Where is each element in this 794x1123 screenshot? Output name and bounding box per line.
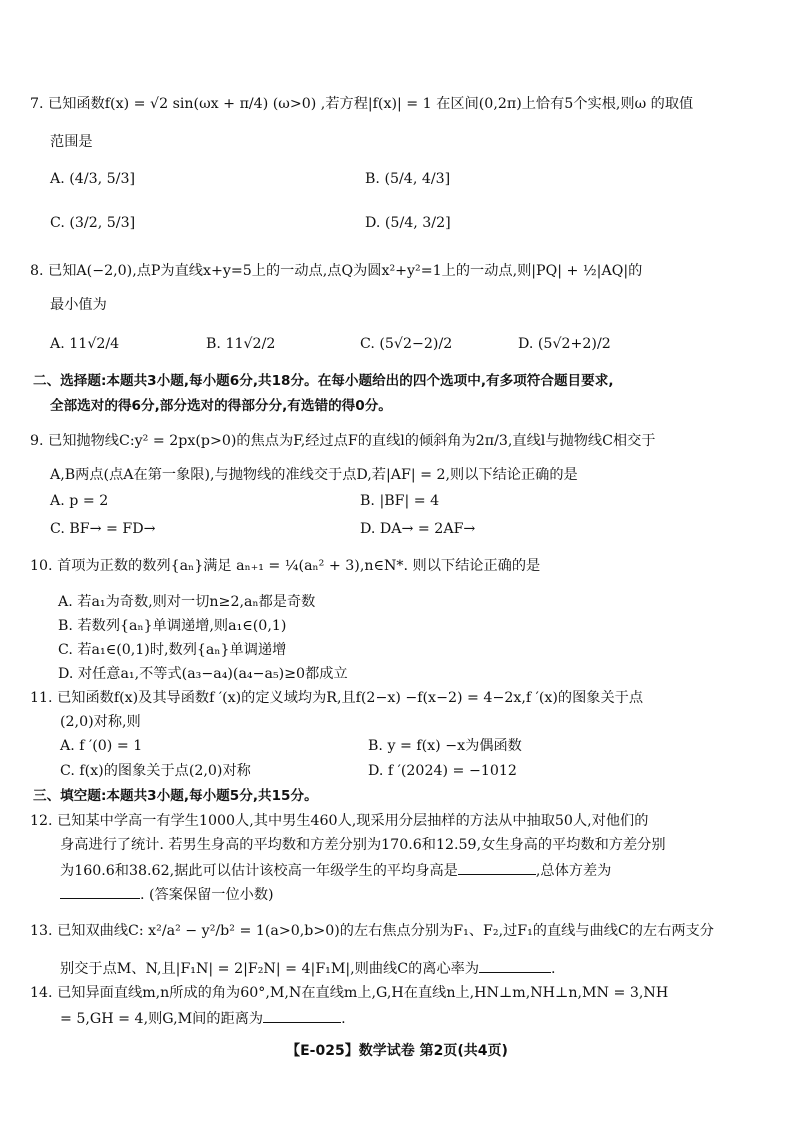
q8-stem: 8. 已知A(−2,0),点P为直线x+y=5上的一动点,点Q为圆x²+y²=1上的一动点,则|PQ| + ½|AQ|的 (30, 263, 643, 279)
q11-option-c: C. f(x)的图象关于点(2,0)对称 (60, 763, 251, 779)
q7-option-d: D. (5/4, 3/2] (365, 215, 451, 231)
q7-stem: 7. 已知函数f(x) = √2 sin(ωx + π/4) (ω>0) ,若方程|f(x)| = 1 在区间(0,2π)上恰有5个实根,则ω 的取值 (30, 96, 694, 112)
q10-option-b: B. 若数列{aₙ}单调递增,则a₁∈(0,1) (58, 618, 287, 634)
q9-option-b: B. |BF| = 4 (360, 493, 440, 509)
q14-line2-tail: . (341, 1011, 346, 1028)
q10-option-d: D. 对任意a₁,不等式(a₃−a₄)(a₄−a₅)≥0都成立 (58, 666, 348, 682)
q9-option-c: C. BF→ = FD→ (50, 521, 156, 537)
section-3-heading: 三、填空题:本题共3小题,每小题5分,共15分。 (33, 788, 318, 804)
q9-option-d: D. DA→ = 2AF→ (360, 521, 476, 537)
q12-line3 (60, 860, 611, 881)
q12-line3-tail: ,总体方差为 (535, 863, 612, 880)
q8-option-a: A. 11√2/4 (50, 336, 120, 352)
q8-option-b: B. 11√2/2 (206, 336, 276, 352)
section-2-heading-cont: 全部选对的得6分,部分选对的得部分分,有选错的得0分。 (50, 398, 392, 414)
q7-option-c: C. (3/2, 5/3] (50, 215, 136, 231)
q7-option-a: A. (4/3, 5/3] (50, 171, 136, 187)
q12-line3-text: 为160.6和38.62,据此可以估计该校高一年级学生的平均身高是 (60, 863, 458, 880)
section-2-heading: 二、选择题:本题共3小题,每小题6分,共18分。在每小题给出的四个选项中,有多项符合题目要求, (33, 373, 614, 389)
q12-line4 (60, 884, 274, 905)
q12-line4-text: . (答案保留一位小数) (140, 887, 274, 904)
page-footer: 【E-025】数学试卷 第2页(共4页) (286, 1043, 508, 1059)
q12-line1: 12. 已知某中学高一有学生1000人,其中男生460人,现采用分层抽样的方法从中抽取50人,对他们的 (30, 813, 649, 829)
q12-answer-blank-1[interactable] (458, 860, 536, 875)
q9-stem-cont: A,B两点(点A在第一象限),与抛物线的准线交于点D,若|AF| = 2,则以下结论正确的是 (50, 467, 578, 483)
q9-option-a: A. p = 2 (50, 493, 109, 509)
q14-line2 (60, 1008, 346, 1029)
q11-stem-cont: (2,0)对称,则 (60, 714, 141, 730)
q11-option-a: A. f ′(0) = 1 (60, 738, 143, 754)
q12-answer-blank-2[interactable] (60, 884, 140, 899)
q13-line2 (60, 958, 556, 979)
q12-line2: 身高进行了统计. 若男生身高的平均数和方差分别为170.6和12.59,女生身高的平均数和方差分别 (60, 837, 666, 853)
q13-line2-tail: . (551, 961, 556, 978)
q7-option-b: B. (5/4, 4/3] (365, 171, 451, 187)
q8-option-d: D. (5√2+2)/2 (518, 336, 611, 352)
q8-stem-cont: 最小值为 (50, 297, 107, 313)
q11-option-d: D. f ′(2024) = −1012 (368, 763, 517, 779)
q11-option-b: B. y = f(x) −x为偶函数 (368, 738, 522, 754)
q13-line1: 13. 已知双曲线C: x²/a² − y²/b² = 1(a>0,b>0)的左右焦点分别为F₁、F₂,过F₁的直线与曲线C的左右两支分 (30, 923, 714, 939)
q10-option-a: A. 若a₁为奇数,则对一切n≥2,aₙ都是奇数 (58, 594, 316, 610)
q13-answer-blank[interactable] (479, 958, 551, 973)
q7-stem-cont: 范围是 (50, 134, 93, 150)
q11-stem: 11. 已知函数f(x)及其导函数f ′(x)的定义域均为R,且f(2−x) −f(x−2) = 4−2x,f ′(x)的图象关于点 (30, 690, 644, 706)
q10-option-c: C. 若a₁∈(0,1)时,数列{aₙ}单调递增 (58, 642, 287, 658)
q14-line1: 14. 已知异面直线m,n所成的角为60°,M,N在直线m上,G,H在直线n上,HN⊥m,NH⊥n,MN = 3,NH (30, 985, 669, 1001)
q8-option-c: C. (5√2−2)/2 (360, 336, 453, 352)
q14-answer-blank[interactable] (263, 1008, 341, 1023)
q13-line2-text: 别交于点M、N,且|F₁N| = 2|F₂N| = 4|F₁M|,则曲线C的离心率为 (60, 961, 480, 978)
q9-stem: 9. 已知抛物线C:y² = 2px(p>0)的焦点为F,经过点F的直线l的倾斜角为2π/3,直线l与抛物线C相交于 (30, 433, 656, 449)
q14-line2-text: = 5,GH = 4,则G,M间的距离为 (60, 1011, 264, 1028)
q10-stem: 10. 首项为正数的数列{aₙ}满足 aₙ₊₁ = ¼(aₙ² + 3),n∈N*. 则以下结论正确的是 (30, 558, 541, 574)
